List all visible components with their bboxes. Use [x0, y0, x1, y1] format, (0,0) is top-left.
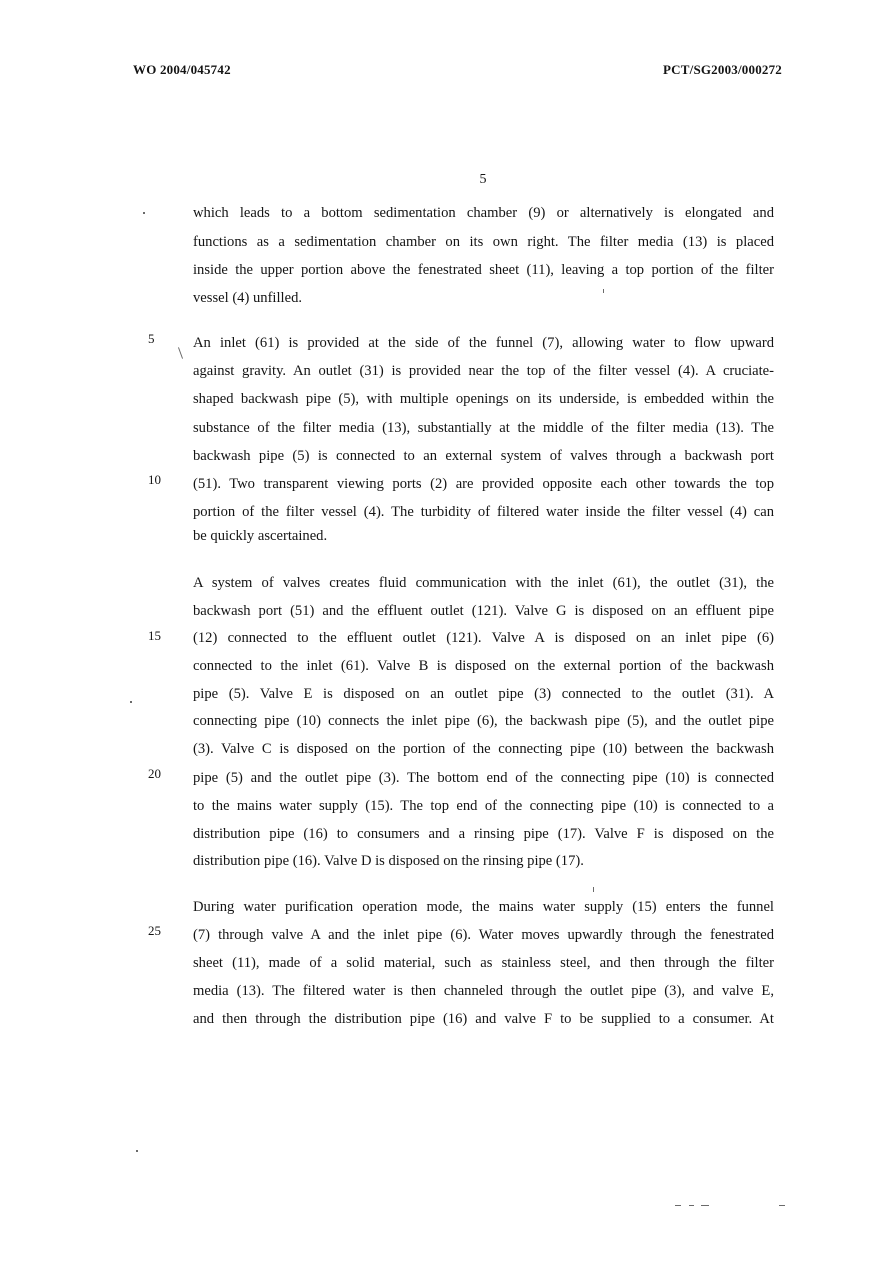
publication-number: WO 2004/045742	[133, 62, 231, 77]
text-line: shaped backwash pipe (5), with multiple openings on its underside, is embedded within the	[193, 391, 774, 407]
scan-speck	[675, 1205, 681, 1206]
text-line: pipe (5) and the outlet pipe (3). The bottom end of the connecting pipe (10) is connected	[193, 770, 774, 786]
text-line: inside the upper portion above the fenestrated sheet (11), leaving a top portion of the filter	[193, 262, 774, 278]
text-line: functions as a sedimentation chamber on its own right. The filter media (13) is placed	[193, 234, 774, 250]
line-number: 20	[148, 766, 161, 781]
text-line: against gravity. An outlet (31) is provided near the top of the filter vessel (4). A cruciate-	[193, 363, 774, 379]
text-line: distribution pipe (16) to consumers and a rinsing pipe (17). Valve F is disposed on the	[193, 826, 774, 842]
text-line: During water purification operation mode, the mains water supply (15) enters the funnel	[193, 899, 774, 915]
text-line: backwash port (51) and the effluent outlet (121). Valve G is disposed on an effluent pipe	[193, 603, 774, 619]
scan-speck	[136, 1150, 138, 1152]
text-line: (12) connected to the effluent outlet (121). Valve A is disposed on an inlet pipe (6)	[193, 630, 774, 646]
line-number: 25	[148, 923, 161, 938]
scan-speck	[178, 347, 183, 359]
text-line: distribution pipe (16). Valve D is disposed on the rinsing pipe (17).	[193, 853, 584, 869]
text-line: to the mains water supply (15). The top end of the connecting pipe (10) is connected to a	[193, 798, 774, 814]
text-line: connected to the inlet (61). Valve B is disposed on the external portion of the backwash	[193, 658, 774, 674]
text-line: pipe (5). Valve E is disposed on an outlet pipe (3) connected to the outlet (31). A	[193, 686, 774, 702]
text-line: media (13). The filtered water is then channeled through the outlet pipe (3), and valve E,	[193, 983, 774, 999]
text-line: sheet (11), made of a solid material, such as stainless steel, and then through the filter	[193, 955, 774, 971]
text-line: A system of valves creates fluid communication with the inlet (61), the outlet (31), the	[193, 575, 774, 591]
scan-speck	[603, 289, 604, 293]
text-line: connecting pipe (10) connects the inlet pipe (6), the backwash pipe (5), and the outlet pipe	[193, 713, 774, 729]
line-number: 15	[148, 628, 161, 643]
line-number: 10	[148, 472, 161, 487]
text-line: vessel (4) unfilled.	[193, 290, 303, 306]
scan-speck	[593, 887, 594, 892]
text-line: substance of the filter media (13), substantially at the middle of the filter media (13). The	[193, 420, 774, 436]
application-number: PCT/SG2003/000272	[663, 62, 782, 77]
text-line: (51). Two transparent viewing ports (2) are provided opposite each other towards the top	[193, 476, 774, 492]
scan-speck	[689, 1205, 694, 1206]
text-line: An inlet (61) is provided at the side of the funnel (7), allowing water to flow upward	[193, 335, 774, 351]
text-line: (7) through valve A and the inlet pipe (6). Water moves upwardly through the fenestrated	[193, 927, 774, 943]
line-number: 5	[148, 331, 155, 346]
text-line: backwash pipe (5) is connected to an external system of valves through a backwash port	[193, 448, 774, 464]
text-line: portion of the filter vessel (4). The turbidity of filtered water inside the filter vessel (4) can	[193, 504, 774, 520]
page-number: 5	[479, 172, 487, 187]
text-line: be quickly ascertained.	[193, 528, 328, 544]
scan-speck	[701, 1205, 709, 1206]
scan-speck	[130, 701, 132, 703]
text-line: which leads to a bottom sedimentation chamber (9) or alternatively is elongated and	[193, 205, 774, 221]
text-line: and then through the distribution pipe (16) and valve F to be supplied to a consumer. At	[193, 1011, 774, 1027]
scan-speck	[779, 1205, 785, 1206]
scan-speck	[143, 212, 145, 214]
text-line: (3). Valve C is disposed on the portion of the connecting pipe (10) between the backwash	[193, 741, 774, 757]
